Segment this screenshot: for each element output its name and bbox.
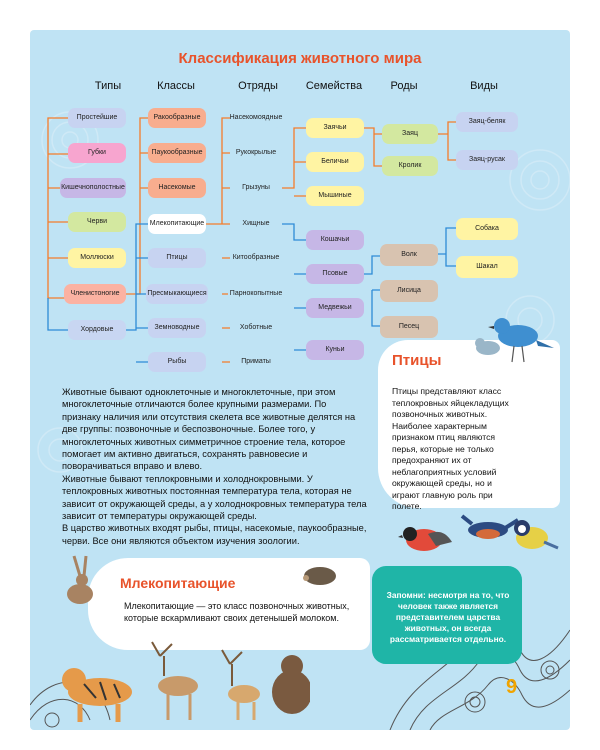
family-node-bears: Медвежьи: [306, 298, 364, 318]
class-node-insects: Насекомые: [148, 178, 206, 198]
header-genera: Роды: [390, 80, 418, 92]
order-node-cetaceans: Китообразные: [230, 248, 282, 268]
type-node-worms: Черви: [68, 212, 126, 232]
type-node-sponges: Губки: [68, 143, 126, 163]
species-node-dog: Собака: [456, 218, 518, 240]
order-node-bats: Рукокрылые: [230, 143, 282, 163]
page-number: 9: [506, 676, 518, 698]
header-orders: Отряды: [238, 80, 278, 92]
hare-illustration: [60, 552, 100, 612]
intro-paragraph: Животные бывают одноклеточные и многоклеточные, при этом многоклеточные отличаются более крупными размерами. По признаку наличия или отсутствия скелета все животные делятся на две группы: позвоночные и беспозвоночные. Более того, у многоклеточных животных симметричное строение тела, которое помогает им активно двигаться, сохранять равновесие и поворачиваться вправо и влево.: [62, 387, 356, 472]
hedgehog-illustration: [300, 562, 340, 586]
type-node-protozoa: Простейшие: [68, 108, 126, 128]
genus-node-hare: Заяц: [382, 124, 438, 144]
bird-illustration-blue: [458, 306, 558, 366]
header-classes: Классы: [157, 80, 195, 92]
order-node-rodents: Грызуны: [230, 178, 282, 198]
birds-text: Птицы представляют класс теплокровных яйцекладущих позвоночных животных. Наиболее характерным признаком птиц являются перья, которые не только предохраняют их от неблагоприятных условий окружающей среды, но и играют главную роль при полете.: [392, 386, 509, 511]
genus-node-wolf: Волк: [380, 244, 438, 266]
type-node-arthropods: Членистоногие: [64, 284, 126, 304]
large-mammals-illustration: [60, 636, 310, 726]
mammals-title: Млекопитающие: [120, 575, 236, 591]
family-node-mice: Мышиные: [306, 186, 364, 206]
mammals-text: Млекопитающие — это класс позвоночных животных, которые вскармливают своих детенышей молоком.: [124, 601, 350, 623]
order-node-primates: Приматы: [230, 352, 282, 372]
class-node-fish: Рыбы: [148, 352, 206, 372]
intro-paragraph: Животные бывают теплокровными и холоднокровными. У теплокровных животных постоянная температура тела, которая не зависит от окружающей среды, а у холоднокровных температура тела зависит от температуры окружающей среды.: [62, 473, 367, 522]
species-node-jackal: Шакал: [456, 256, 518, 278]
species-node-european-hare: Заяц-русак: [456, 150, 518, 170]
genus-node-arctic-fox: Песец: [380, 316, 438, 338]
class-node-amphibians: Земноводные: [148, 318, 206, 338]
diagram-title: Классификация животного мира: [178, 50, 422, 67]
family-node-felids: Кошачьи: [306, 230, 364, 250]
reminder-text: Запомни: несмотря на то, что человек также является представителем царства животных, он всегда рассматривается отдельно.: [386, 590, 510, 644]
family-node-hares: Заячьи: [306, 118, 364, 138]
order-node-insectivores: Насекомоядные: [230, 108, 282, 128]
bird-illustration-group: [392, 508, 562, 568]
genus-node-fox: Лисица: [380, 280, 438, 302]
header-species: Виды: [470, 80, 498, 92]
family-node-squirrels: Беличьи: [306, 152, 364, 172]
intro-text: [62, 386, 367, 547]
type-node-mollusks: Моллюски: [68, 248, 126, 268]
class-node-birds: Птицы: [148, 248, 206, 268]
order-node-proboscideans: Хоботные: [230, 318, 282, 338]
intro-paragraph: В царство животных входят рыбы, птицы, насекомые, паукообразные, черви. Все они являются объектом изучения зоологии.: [62, 523, 367, 546]
order-node-carnivores: Хищные: [230, 214, 282, 234]
order-node-artiodactyls: Парнокопытные: [228, 284, 284, 304]
class-node-arachnids: Паукообразные: [148, 143, 206, 163]
class-node-crustaceans: Ракообразные: [148, 108, 206, 128]
type-node-chordates: Хордовые: [68, 320, 126, 340]
birds-title: Птицы: [392, 352, 442, 369]
family-node-mustelids: Куньи: [306, 340, 364, 360]
header-families: Семейства: [305, 80, 363, 92]
header-types: Типы: [94, 80, 122, 92]
class-node-reptiles: Пресмыкающиеся: [146, 284, 208, 304]
species-node-mountain-hare: Заяц-беляк: [456, 112, 518, 132]
family-node-canids: Псовые: [306, 264, 364, 284]
class-node-mammals: Млекопитающие: [148, 214, 206, 234]
genus-node-rabbit: Кролик: [382, 156, 438, 176]
type-node-cnidarians: Кишечнополостные: [60, 178, 126, 198]
